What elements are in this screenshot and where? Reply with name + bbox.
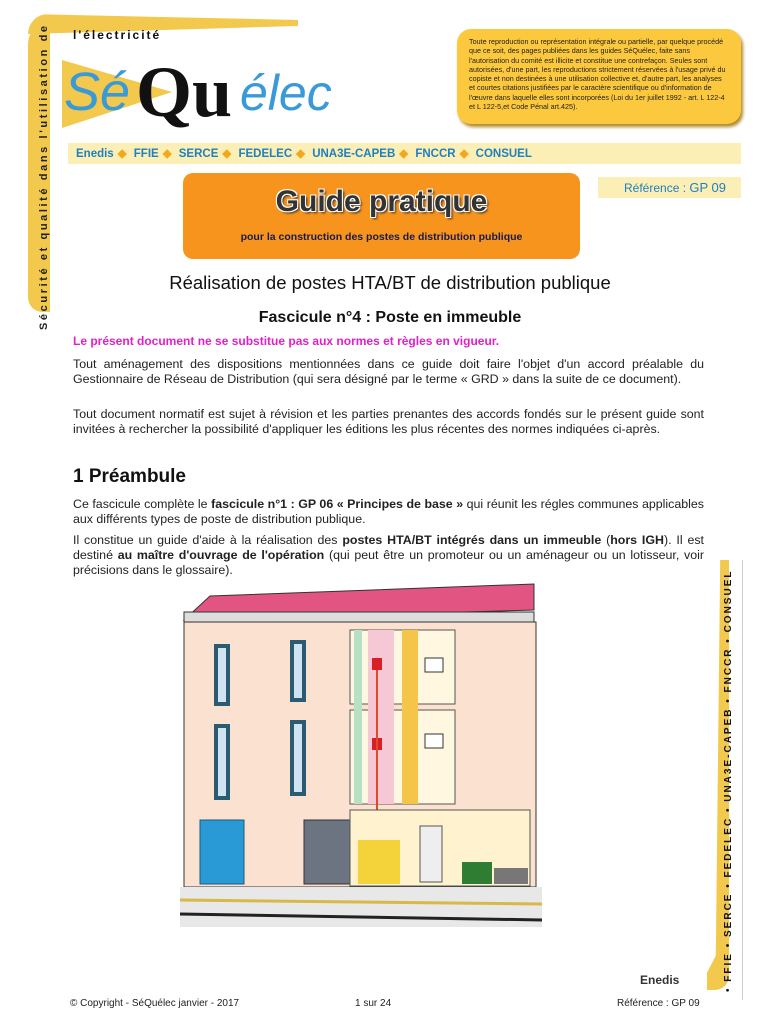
paragraph: Il constitue un guide d'aide à la réalisation des postes HTA/BT intégrés dans un immeuble (hors IGH). Il est destiné au maître d'ouvrage de l'opération (qui peut être un promoteur ou un aménageur ou un lotisseur, voir précisions dans le glossaire).	[73, 533, 704, 577]
document-title: Réalisation de postes HTA/BT de distribution publique	[169, 272, 611, 293]
partner: UNA3E-CAPEB	[312, 148, 396, 160]
guide-banner	[183, 173, 580, 259]
building-illustration	[180, 582, 542, 932]
footer-reference: Référence : GP 09	[617, 998, 700, 1009]
reference-value: GP 09	[689, 180, 726, 195]
reference-label: Référence :	[624, 181, 690, 195]
logo-tagline: l'électricité	[73, 28, 162, 42]
section-heading: 1 Préambule	[73, 466, 186, 487]
paragraph: Tout aménagement des dispositions mentionnées dans ce guide doit faire l'objet d'un accord préalable du Gestionnaire de Réseau de Distribution (qui sera désigné par le terme « GRD » dans la suite de ce document).	[73, 357, 704, 386]
divider	[742, 560, 743, 1000]
partners-bar: Enedis ◆ FFIE ◆ SERCE ◆ FEDELEC ◆ UNA3E-CAPEB ◆ FNCCR ◆ CONSUEL	[68, 143, 741, 164]
vertical-slogan: Sécurité et qualité dans l'utilisation de	[38, 23, 50, 330]
fascicule-title: Fascicule n°4 : Poste en immeuble	[258, 309, 522, 326]
footer-page: 1 sur 24	[355, 998, 392, 1009]
partner: Enedis	[76, 148, 114, 160]
partner: FNCCR	[415, 148, 456, 160]
svg-text:Qu: Qu	[136, 52, 233, 130]
footer-copyright: © Copyright - SéQuélec janvier - 2017	[70, 998, 240, 1009]
partner: FEDELEC	[238, 148, 293, 160]
svg-text:Sé: Sé	[64, 62, 131, 122]
vertical-partners: • FFIE • SERCE • FEDELEC • UNA3E-CAPEB • FNCCR • CONSUEL	[723, 569, 734, 992]
svg-text:élec: élec	[240, 65, 332, 121]
paragraph: Tout document normatif est sujet à révision et les parties prenantes des accords fondés sur le présent guide sont invitées à rechercher la possibilité d'appliquer les éditions les plus récentes des normes indiquées ci-après.	[73, 407, 704, 436]
warning-text: Le présent document ne se substitue pas aux normes et règles en vigueur.	[73, 334, 500, 348]
sequelec-logo	[62, 50, 372, 130]
decorative-band-top	[28, 14, 298, 34]
paragraph: Ce fascicule complète le fascicule n°1 : GP 06 « Principes de base » qui réunit les régles communes applicables aux différents types de poste de distribution publique.	[73, 497, 704, 526]
partner: FFIE	[133, 148, 159, 160]
partner: CONSUEL	[475, 148, 532, 160]
enedis-logo: Enedis	[640, 973, 680, 987]
copyright-notice: Toute reproduction ou représentation intégrale ou partielle, par quelque procédé que ce soit, des pages publiées dans les guides SéQuélec, faite sans l'autorisation du comité est illicite et constitue une contrefaçon. Seules sont autorisées, d'une part, les reproductions strictement réservées à l'usage privé du copiste et non destinées à une utilisation collective et, d'autre part, les analyses et courtes citations justifiées par le caractère scientifique ou d'information de l'œuvre dans laquelle elles sont incorporées (Loi du 1er juillet 1992 - art. L 122-4 et L 122-5,et Code Pénal art.425).	[457, 29, 741, 124]
partner: SERCE	[178, 148, 219, 160]
guide-subtitle: pour la construction des postes de distribution publique	[240, 231, 523, 243]
guide-title: Guide pratique	[275, 185, 488, 218]
reference-box	[598, 177, 741, 198]
